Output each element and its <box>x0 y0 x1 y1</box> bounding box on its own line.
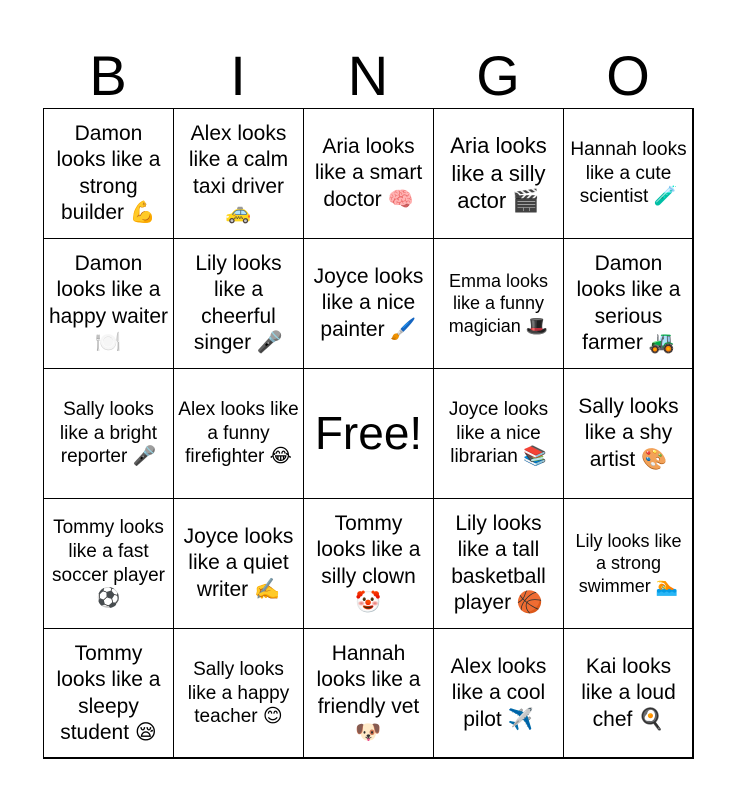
header-letter-o: O <box>606 44 650 107</box>
cell-text: Tommy looks like a fast soccer player ⚽ <box>52 517 165 610</box>
bingo-cell-free[interactable] <box>303 368 434 499</box>
bingo-cell-r2c1[interactable] <box>43 238 174 369</box>
cell-text: Sally looks like a happy teacher 😊 <box>187 658 290 728</box>
cell-text: Alex looks like a cool pilot ✈️ <box>450 655 547 731</box>
cell-text: Sally looks like a shy artist 🎨 <box>578 395 679 471</box>
bingo-cell-r4c5[interactable] <box>563 498 694 629</box>
cell-text: Joyce looks like a nice librarian 📚 <box>448 398 549 468</box>
bingo-cell-r1c3[interactable] <box>303 108 434 239</box>
bingo-cell-r5c1[interactable] <box>43 628 174 759</box>
header-letter-i: I <box>230 44 246 107</box>
cell-text: Lily looks like a cheerful singer 🎤 <box>193 252 284 354</box>
bingo-cell-r5c4[interactable] <box>433 628 564 759</box>
cell-text: Hannah looks like a friendly vet 🐶 <box>316 642 421 744</box>
cell-text: Lily looks like a tall basketball player 🏀 <box>451 512 546 614</box>
bingo-cell-r4c2[interactable] <box>173 498 304 629</box>
bingo-cell-r5c3[interactable] <box>303 628 434 759</box>
bingo-cell-r2c2[interactable] <box>173 238 304 369</box>
cell-text: Alex looks like a calm taxi driver 🚕 <box>188 122 289 224</box>
cell-text: Lily looks like a strong swimmer 🏊 <box>575 530 682 596</box>
bingo-cell-r2c4[interactable] <box>433 238 564 369</box>
bingo-cell-r3c2[interactable] <box>173 368 304 499</box>
bingo-cell-r3c1[interactable] <box>43 368 174 499</box>
bingo-cell-r4c4[interactable] <box>433 498 564 629</box>
bingo-cell-r1c1[interactable] <box>43 108 174 239</box>
bingo-cell-r1c4[interactable] <box>433 108 564 239</box>
cell-text: Damon looks like a strong builder 💪 <box>56 122 161 224</box>
free-space-label: Free! <box>314 406 423 459</box>
bingo-cell-r5c2[interactable] <box>173 628 304 759</box>
header-letter-b: B <box>89 44 127 107</box>
cell-text: Emma looks like a funny magician 🎩 <box>448 270 549 336</box>
bingo-cell-r1c2[interactable] <box>173 108 304 239</box>
bingo-header <box>43 44 693 108</box>
cell-text: Aria looks like a smart doctor 🧠 <box>314 135 423 211</box>
cell-text: Tommy looks like a silly clown 🤡 <box>316 512 421 614</box>
header-letter-g: G <box>476 44 520 107</box>
bingo-board <box>43 108 693 758</box>
cell-text: Aria looks like a silly actor 🎬 <box>450 133 547 214</box>
header-letter-n: N <box>347 44 389 107</box>
bingo-cell-r3c4[interactable] <box>433 368 564 499</box>
cell-text: Joyce looks like a quiet writer ✍️ <box>183 525 294 601</box>
bingo-cell-r4c1[interactable] <box>43 498 174 629</box>
cell-text: Damon looks like a happy waiter 🍽️ <box>48 252 169 354</box>
bingo-cell-r3c5[interactable] <box>563 368 694 499</box>
bingo-cell-r4c3[interactable] <box>303 498 434 629</box>
bingo-cell-r1c5[interactable] <box>563 108 694 239</box>
cell-text: Damon looks like a serious farmer 🚜 <box>576 252 681 354</box>
cell-text: Sally looks like a bright reporter 🎤 <box>59 398 158 468</box>
cell-text: Kai looks like a loud chef 🍳 <box>581 655 676 731</box>
cell-text: Hannah looks like a cute scientist 🧪 <box>570 138 687 208</box>
bingo-cell-r2c5[interactable] <box>563 238 694 369</box>
bingo-cell-r2c3[interactable] <box>303 238 434 369</box>
cell-text: Tommy looks like a sleepy student 😪 <box>56 642 161 744</box>
bingo-cell-r5c5[interactable] <box>563 628 694 759</box>
cell-text: Alex looks like a funny firefighter 😂 <box>178 398 299 468</box>
cell-text: Joyce looks like a nice painter 🖌️ <box>313 265 424 341</box>
